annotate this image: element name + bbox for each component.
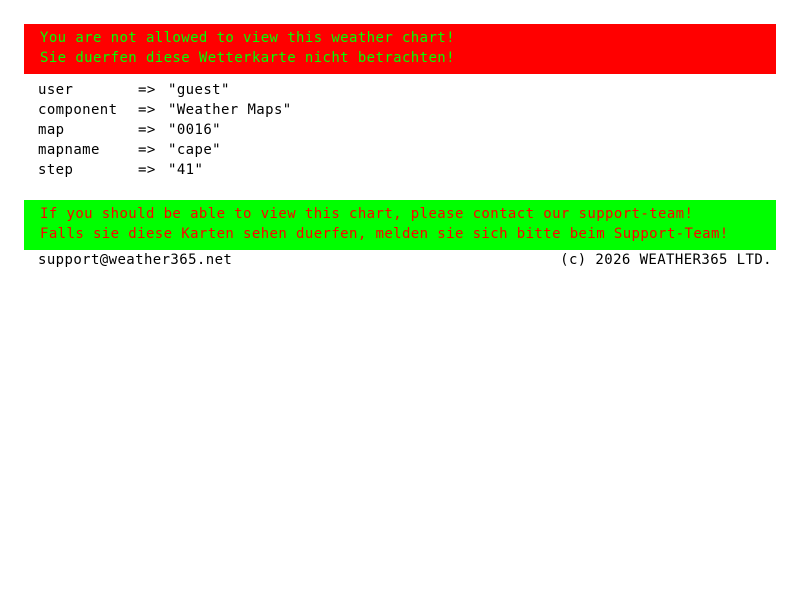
info-banner xyxy=(24,200,776,250)
param-arrow: => xyxy=(138,162,156,178)
param-key: step xyxy=(38,162,74,178)
copyright-text: (c) 2026 WEATHER365 LTD. xyxy=(560,252,772,268)
table-row xyxy=(38,140,292,160)
param-key: mapname xyxy=(38,142,100,158)
param-arrow: => xyxy=(138,122,156,138)
info-message-de: Falls sie diese Karten sehen duerfen, melden sie sich bitte beim Support-Team! xyxy=(40,226,729,242)
error-message-en: You are not allowed to view this weather chart! xyxy=(40,30,455,46)
param-key: user xyxy=(38,82,74,98)
param-value: "cape" xyxy=(168,142,221,158)
param-arrow: => xyxy=(138,82,156,98)
param-value: "0016" xyxy=(168,122,221,138)
param-key: map xyxy=(38,122,65,138)
param-arrow: => xyxy=(138,142,156,158)
info-message-en: If you should be able to view this chart, please contact our support-team! xyxy=(40,206,694,222)
param-key: component xyxy=(38,102,118,118)
table-row xyxy=(38,120,292,140)
table-row xyxy=(38,100,292,120)
param-arrow: => xyxy=(138,102,156,118)
error-message-de: Sie duerfen diese Wetterkarte nicht betrachten! xyxy=(40,50,455,66)
table-row xyxy=(38,160,292,180)
request-parameters-table xyxy=(38,80,292,180)
param-value: "41" xyxy=(168,162,204,178)
param-value: "guest" xyxy=(168,82,230,98)
error-banner xyxy=(24,24,776,74)
param-value: "Weather Maps" xyxy=(168,102,292,118)
footer xyxy=(38,250,772,270)
table-row xyxy=(38,80,292,100)
support-email-link[interactable]: support@weather365.net xyxy=(38,252,233,268)
